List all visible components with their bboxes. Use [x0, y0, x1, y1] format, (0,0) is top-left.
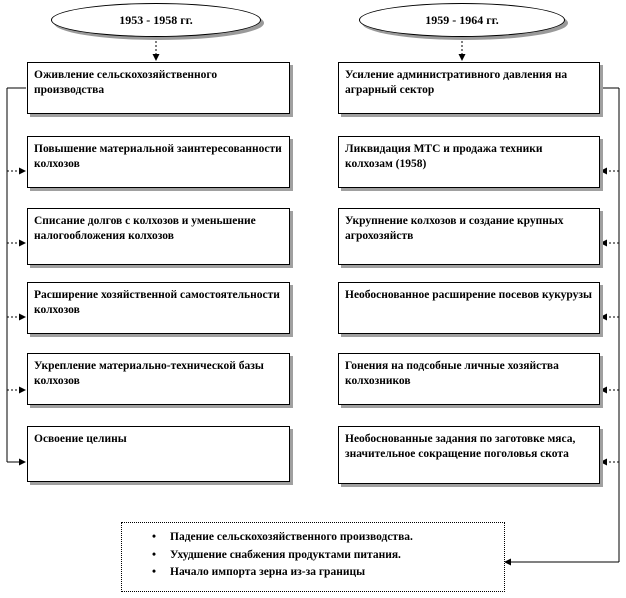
- left-period-ellipse: [51, 3, 261, 37]
- consequences-box: [121, 522, 505, 592]
- right-box-text: Ликвидация МТС и продажа техники колхозам (1958): [345, 143, 543, 170]
- left-box-3: [27, 208, 290, 265]
- right-box-text: Гонения на подсобные личные хозяйства колхозников: [345, 360, 559, 387]
- right-box-5: [338, 353, 600, 405]
- right-box-4: [338, 282, 600, 334]
- left-box-1: [27, 62, 290, 114]
- left-box-text: Повышение материальной заинтересованности колхозов: [34, 143, 282, 170]
- left-box-4: [27, 282, 290, 334]
- right-box-2: [338, 136, 600, 188]
- right-period-ellipse: [359, 3, 565, 37]
- left-box-text: Оживление сельскохозяйственного производства: [34, 69, 218, 96]
- right-box-text: Необоснованные задания по заготовке мяса, значительное сокращение поголовья скота: [345, 433, 576, 460]
- left-box-6: [27, 426, 290, 482]
- left-box-text: Списание долгов с колхозов и уменьшение налогообложения колхозов: [34, 215, 256, 242]
- right-box-6: [338, 426, 600, 484]
- left-box-text: Освоение целины: [34, 433, 127, 445]
- right-box-text: Необоснованное расширение посевов кукурузы: [345, 289, 593, 301]
- left-period-title: 1953 - 1958 гг.: [119, 12, 193, 27]
- consequences-list: [152, 529, 496, 582]
- consequence-item: • Ухудшение снабжения продуктами питания.: [152, 547, 496, 565]
- left-box-text: Укрепление материально-технической базы колхозов: [34, 360, 264, 387]
- consequence-item: • Начало импорта зерна из-за границы: [152, 564, 496, 582]
- right-box-text: Усиление административного давления на аграрный сектор: [345, 69, 568, 96]
- consequence-item: • Падение сельскохозяйственного производства.: [152, 529, 496, 547]
- left-box-2: [27, 136, 290, 188]
- right-box-text: Укрупнение колхозов и создание крупных агрохозяйств: [345, 215, 564, 242]
- right-box-1: [338, 62, 600, 114]
- left-box-5: [27, 353, 290, 405]
- left-box-text: Расширение хозяйственной самостоятельности колхозов: [34, 289, 280, 316]
- right-period-title: 1959 - 1964 гг.: [425, 12, 499, 27]
- right-box-3: [338, 208, 600, 265]
